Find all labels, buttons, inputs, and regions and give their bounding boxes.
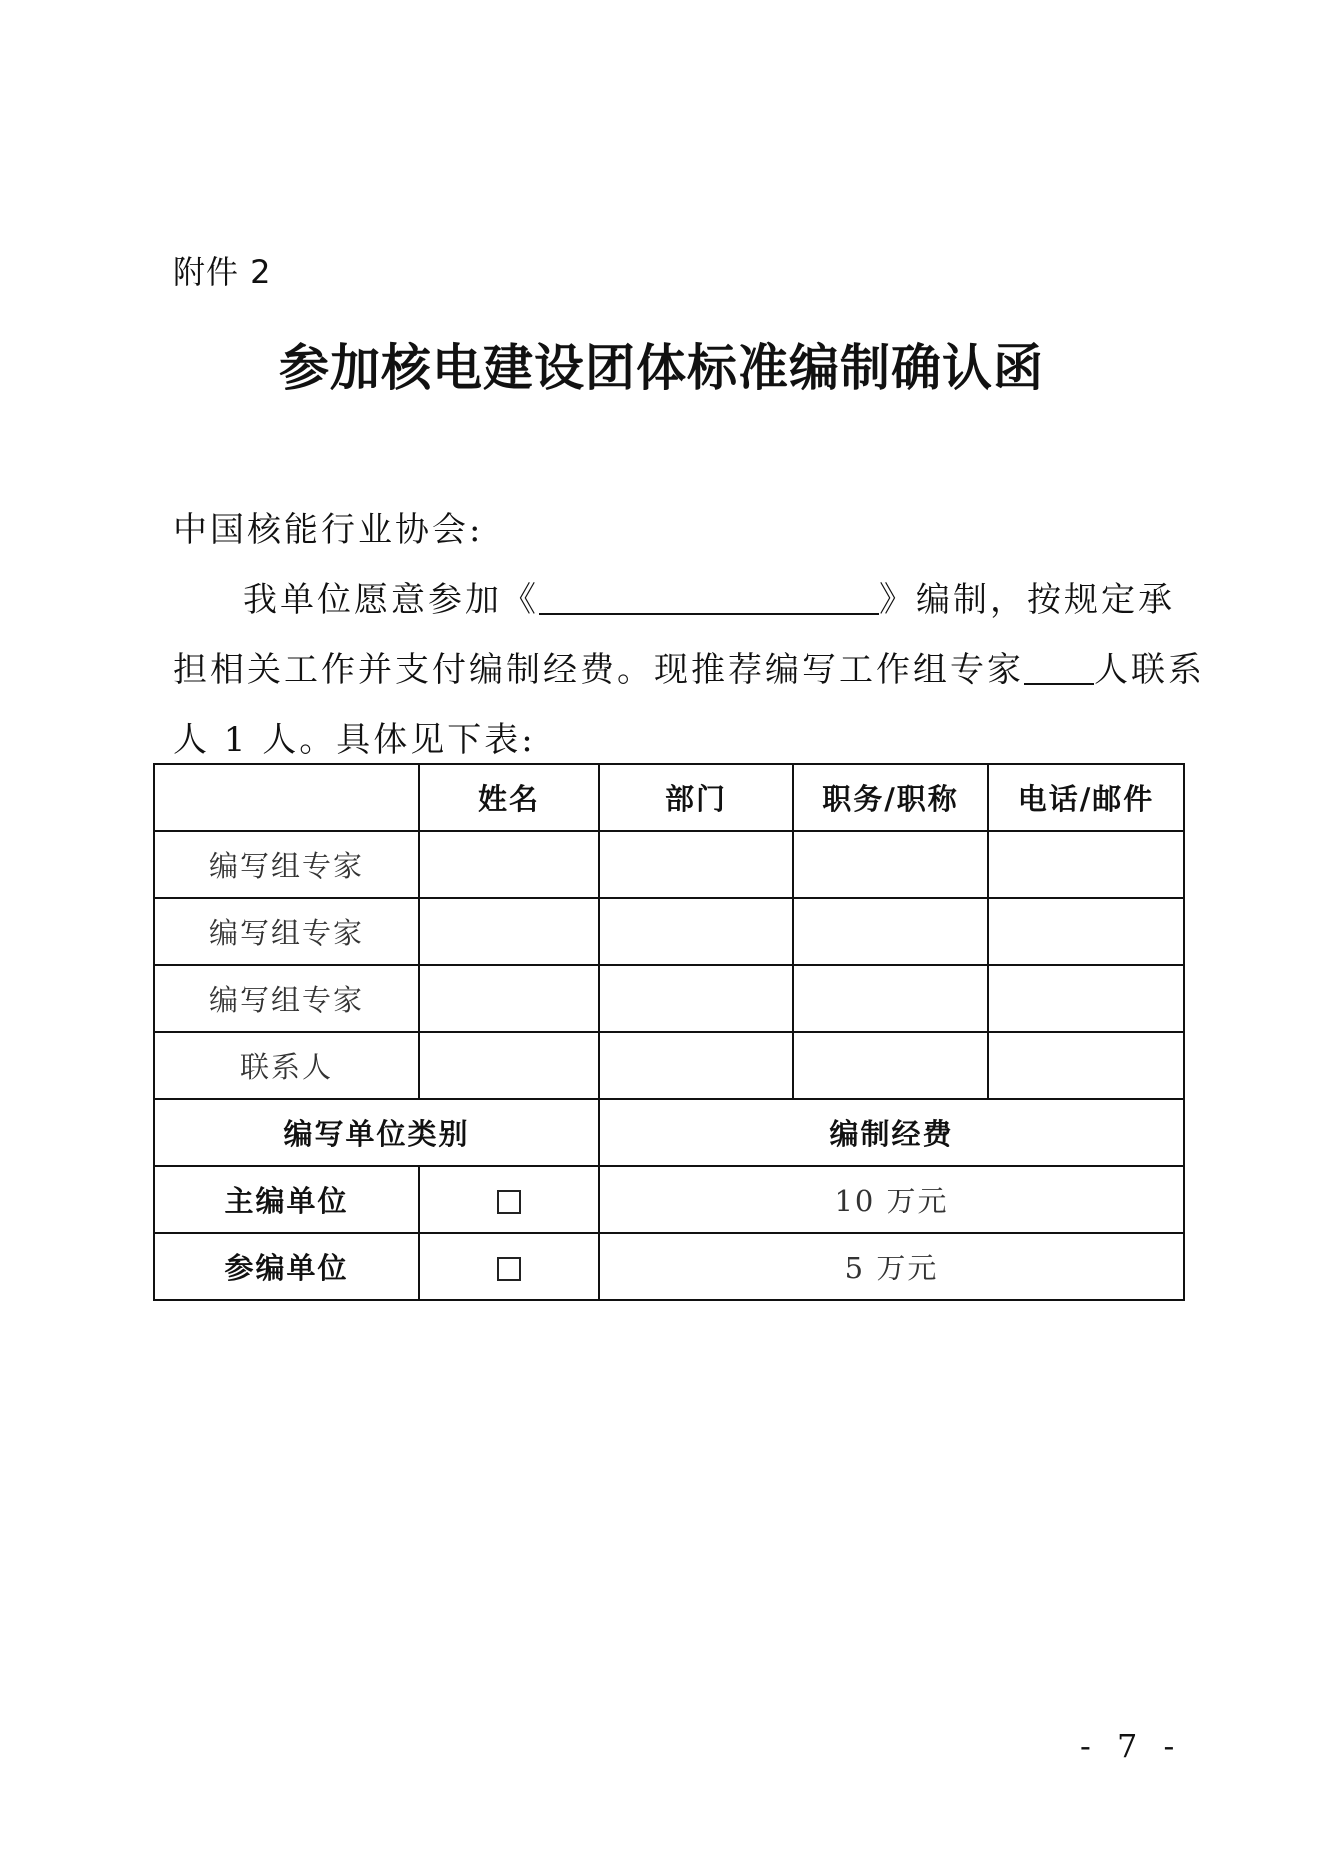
body-line-2-after: 人联系 [1094,650,1205,690]
attachment-label: 附件 2 [173,253,272,291]
header-contact: 电话/邮件 [988,764,1184,831]
body-line-3: 人 1 人。具体见下表: [173,720,536,760]
category-header: 编写单位类别 [154,1099,599,1166]
body-line-2 [173,642,1205,691]
fee-value: 5 万元 [599,1233,1184,1300]
role-cell: 编写组专家 [154,831,419,898]
standard-name-blank [539,579,879,615]
category-checkbox[interactable] [419,1233,599,1300]
fee-value: 10 万元 [599,1166,1184,1233]
checkbox-icon[interactable] [497,1257,521,1281]
department-cell[interactable] [599,898,793,965]
confirmation-table [153,763,1185,1301]
contact-cell[interactable] [988,965,1184,1032]
category-checkbox[interactable] [419,1166,599,1233]
checkbox-icon[interactable] [497,1190,521,1214]
contact-cell[interactable] [988,898,1184,965]
fee-row [154,1166,1184,1233]
department-cell[interactable] [599,1032,793,1099]
department-cell[interactable] [599,965,793,1032]
name-cell[interactable] [419,898,599,965]
fee-row [154,1233,1184,1300]
name-cell[interactable] [419,965,599,1032]
role-cell: 联系人 [154,1032,419,1099]
title-cell[interactable] [793,831,988,898]
salutation: 中国核能行业协会: [173,510,484,550]
header-role [154,764,419,831]
header-department: 部门 [599,764,793,831]
role-cell: 编写组专家 [154,898,419,965]
title-cell[interactable] [793,1032,988,1099]
table-row [154,1032,1184,1099]
page-number: - 7 - [1080,1727,1183,1765]
name-cell[interactable] [419,831,599,898]
body-line-2-before: 担相关工作并支付编制经费。现推荐编写工作组专家 [173,650,1024,690]
department-cell[interactable] [599,831,793,898]
expert-count-blank [1024,649,1094,685]
category-label: 参编单位 [154,1233,419,1300]
page-title: 参加核电建设团体标准编制确认函 [279,339,1044,397]
category-label: 主编单位 [154,1166,419,1233]
table-row [154,831,1184,898]
body-line-1 [243,572,1175,621]
title-cell[interactable] [793,965,988,1032]
header-title: 职务/职称 [793,764,988,831]
fee-header: 编制经费 [599,1099,1184,1166]
table-row [154,965,1184,1032]
header-name: 姓名 [419,764,599,831]
name-cell[interactable] [419,1032,599,1099]
role-cell: 编写组专家 [154,965,419,1032]
contact-cell[interactable] [988,1032,1184,1099]
table-header-row [154,764,1184,831]
body-line-1-before: 我单位愿意参加《 [243,580,539,620]
fee-header-row [154,1099,1184,1166]
title-cell[interactable] [793,898,988,965]
body-line-1-after: 》编制，按规定承 [879,580,1175,620]
table-row [154,898,1184,965]
contact-cell[interactable] [988,831,1184,898]
